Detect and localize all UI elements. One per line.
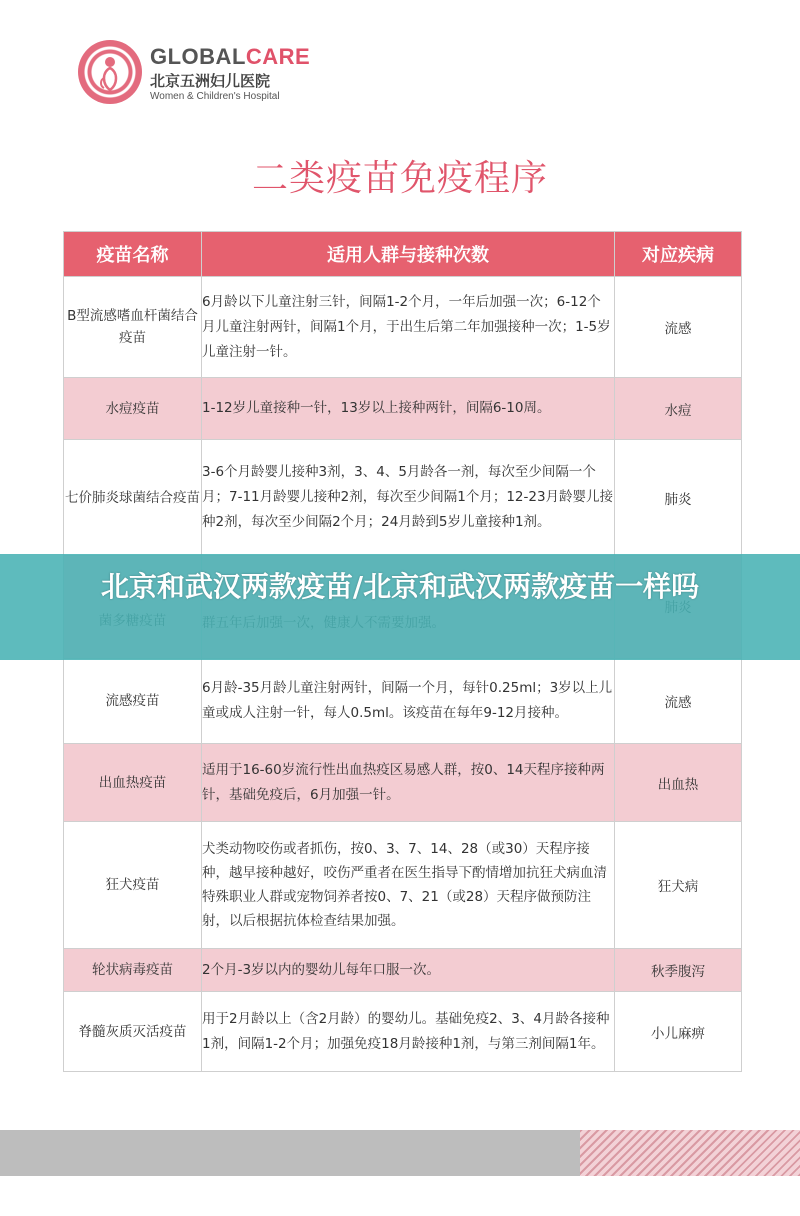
banner-title: 北京和武汉两款疫苗/北京和武汉两款疫苗一样吗	[100, 570, 700, 603]
vaccine-schedule: 3-6个月龄婴儿接种3剂，3、4、5月龄各一剂，每次至少间隔一个月；7-11月龄婴儿接种2剂，每次至少间隔1个月；12-23月龄婴儿接种2剂，每次至少间隔2个月；24月龄到5岁儿童接种1剂。	[202, 440, 615, 556]
vaccine-schedule: 用于2月龄以上（含2月龄）的婴幼儿。基础免疫2、3、4月龄各接种1剂，间隔1-2个月；加强免疫18月龄接种1剂，与第三剂间隔1年。	[202, 992, 615, 1072]
vaccine-schedule: 6月龄以下儿童注射三针，间隔1-2个月，一年后加强一次；6-12个月儿童注射两针，间隔1个月，于出生后第二年加强接种一次；1-5岁儿童注射一针。	[202, 277, 615, 378]
vaccine-disease: 肺炎	[615, 440, 742, 556]
hospital-en-name: Women & Children's Hospital	[150, 91, 280, 102]
vaccine-disease: 出血热	[615, 744, 742, 822]
table-row	[64, 949, 742, 992]
vaccine-schedule: 犬类动物咬伤或者抓伤，按0、3、7、14、28（或30）天程序接种，越早接种越好，咬伤严重者在医生指导下酌情增加抗狂犬病血清特殊职业人群或宠物饲养者按0、7、21（或28）天程序做预防注射，以后根据抗体检查结果加强。	[202, 822, 615, 949]
vaccine-disease: 流感	[615, 277, 742, 378]
header-vaccine-name: 疫苗名称	[64, 232, 202, 277]
vaccine-disease: 流感	[615, 659, 742, 744]
table-row	[64, 822, 742, 949]
hospital-emblem-icon	[78, 40, 142, 104]
vaccine-disease: 秋季腹泻	[615, 949, 742, 992]
vaccine-disease: 狂犬病	[615, 822, 742, 949]
hospital-logo	[78, 38, 311, 110]
vaccine-schedule: 6月龄-35月龄儿童注射两针，间隔一个月，每针0.25ml；3岁以上儿童或成人注射一针，每人0.5ml。该疫苗在每年9-12月接种。	[202, 659, 615, 744]
vaccine-name: 脊髓灰质灭活疫苗	[64, 992, 202, 1072]
table-row	[64, 659, 742, 744]
vaccine-name: 出血热疫苗	[64, 744, 202, 822]
footer-pink-stripe	[580, 1130, 800, 1176]
vaccine-name: 流感疫苗	[64, 659, 202, 744]
vaccine-schedule: 1-12岁儿童接种一针，13岁以上接种两针，间隔6-10周。	[202, 378, 615, 440]
page-title: 二类疫苗免疫程序	[251, 158, 548, 199]
table-row	[64, 992, 742, 1072]
vaccine-schedule: 适用于16-60岁流行性出血热疫区易感人群，按0、14天程序接种两针，基础免疫后，6月加强一针。	[202, 744, 615, 822]
hospital-cn-name: 北京五洲妇儿医院	[150, 72, 271, 90]
table-header-row	[64, 232, 742, 277]
vaccine-name: 七价肺炎球菌结合疫苗	[64, 440, 202, 556]
table-row	[64, 378, 742, 440]
brand-name: GLOBALCARE	[150, 44, 311, 69]
table-row	[64, 744, 742, 822]
vaccine-schedule: 2个月-3岁以内的婴幼儿每年口服一次。	[202, 949, 615, 992]
table-row	[64, 277, 742, 378]
footer-grey-stripe	[0, 1130, 580, 1176]
vaccine-name: 狂犬疫苗	[64, 822, 202, 949]
vaccine-disease: 水痘	[615, 378, 742, 440]
article-title-banner	[0, 554, 800, 660]
vaccine-name: 水痘疫苗	[64, 378, 202, 440]
vaccine-name: 轮状病毒疫苗	[64, 949, 202, 992]
vaccine-name: B型流感嗜血杆菌结合疫苗	[64, 277, 202, 378]
header-target-doses: 适用人群与接种次数	[202, 232, 615, 277]
vaccine-disease: 小儿麻痹	[615, 992, 742, 1072]
table-row	[64, 440, 742, 556]
header-disease: 对应疾病	[615, 232, 742, 277]
